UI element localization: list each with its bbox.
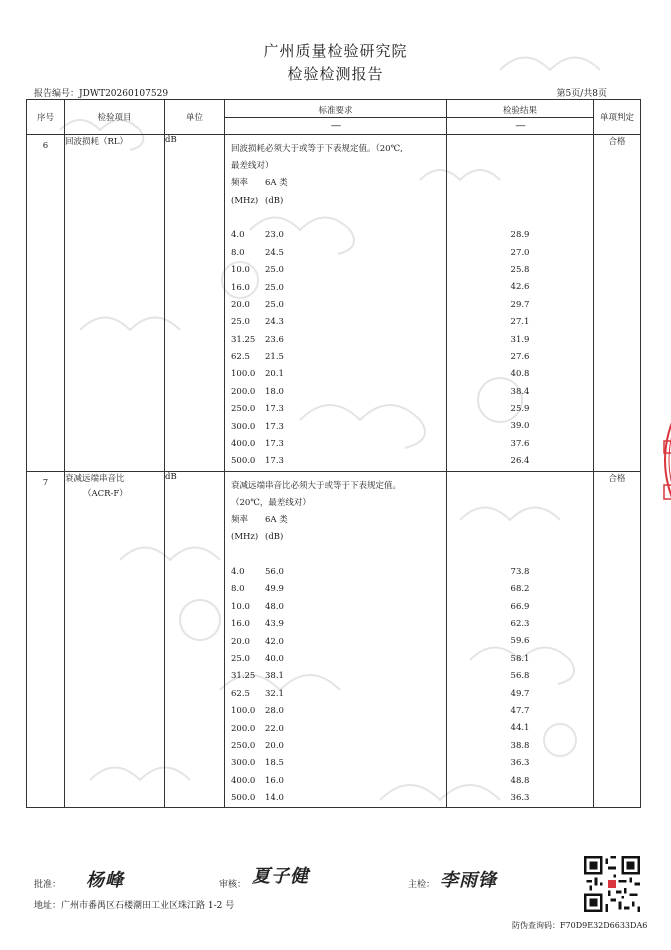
standard-data-row: [231, 790, 442, 807]
result-value: 29.7: [510, 299, 530, 310]
standard-value: 24.3: [265, 317, 284, 328]
result-value: 27.6: [510, 351, 530, 362]
standard-data-row: [231, 668, 442, 685]
standard-value: 16.0: [265, 775, 284, 786]
result-value: 25.8: [510, 264, 530, 275]
table-row: [27, 135, 641, 472]
standard-data-row: [231, 418, 442, 435]
result-value: 31.9: [510, 334, 530, 345]
standard-value: 23.6: [265, 334, 284, 345]
result-value: 27.0: [510, 247, 530, 258]
frequency-value: 500.0: [231, 456, 256, 467]
standard-value: 32.1: [265, 688, 284, 699]
report-number: 报告编号：JDWT20260107529: [34, 89, 169, 99]
frequency-value: 500.0: [231, 793, 256, 804]
standard-value: 22.0: [265, 723, 284, 734]
frequency-value: 300.0: [231, 758, 256, 769]
result-value: 73.8: [510, 566, 530, 577]
frequency-value: 100.0: [231, 706, 256, 717]
value-unit: (dB): [265, 195, 284, 206]
standard-data-row: [231, 227, 442, 244]
category-heading: 6A 类: [265, 514, 288, 525]
result-value: 39.0: [510, 421, 530, 432]
standard-data-row: [231, 349, 442, 366]
review-label: 审核：: [219, 880, 247, 890]
result-value: 36.3: [510, 758, 530, 769]
result-cell: [447, 135, 594, 472]
frequency-heading: 频率: [231, 178, 249, 189]
standard-cell: [225, 135, 447, 472]
standard-data-row: [231, 262, 442, 279]
standard-data-row: [231, 279, 442, 296]
frequency-value: 300.0: [231, 421, 256, 432]
result-value: 25.9: [510, 404, 530, 415]
standard-data-row: [231, 651, 442, 668]
frequency-value: 10.0: [231, 601, 250, 612]
result-value: 38.8: [510, 740, 530, 751]
standard-value: 49.9: [265, 584, 284, 595]
standard-data-row: [231, 245, 442, 262]
requirement-text-2: （20℃，最差线对）: [231, 497, 311, 508]
frequency-value: 4.0: [231, 567, 245, 578]
standard-data-row: [231, 366, 442, 383]
standard-value: 18.5: [265, 758, 284, 769]
col-header-result: [447, 100, 594, 135]
organization-title: 广州质量检验研究院: [263, 42, 408, 60]
frequency-value: 100.0: [231, 369, 256, 380]
standard-value: 24.5: [265, 247, 284, 258]
standard-value: 20.1: [265, 369, 284, 380]
qr-code-icon: [584, 856, 640, 912]
standard-data-row: [231, 332, 442, 349]
item-cell: [65, 471, 165, 808]
result-value: 38.4: [510, 386, 530, 397]
seq-cell: 6: [27, 135, 65, 472]
verdict-cell: 合格: [594, 471, 641, 808]
result-value: 47.7: [510, 705, 530, 716]
standard-value: 18.0: [265, 386, 284, 397]
frequency-unit: (MHz): [231, 195, 259, 206]
review-signature: 夏子健: [252, 866, 309, 887]
item-name: 衰减远端串音比: [65, 473, 125, 484]
item-abbr: （ACR-F）: [83, 488, 128, 499]
standard-data-row: [231, 738, 442, 755]
address-text: 地址：广州市番禺区石楼潮田工业区珠江路 1-2 号: [34, 901, 235, 911]
standard-data-row: [231, 703, 442, 720]
category-heading: 6A 类: [265, 178, 288, 189]
result-value: 59.6: [510, 636, 530, 647]
value-unit: (dB): [265, 532, 284, 543]
result-cell: [447, 471, 594, 808]
standard-data-row: [231, 720, 442, 737]
frequency-value: 400.0: [231, 439, 256, 450]
frequency-value: 8.0: [231, 584, 245, 595]
inspection-table: [26, 99, 641, 808]
standard-value: 40.0: [265, 653, 284, 664]
standard-header-label: 标准要求: [318, 106, 353, 116]
frequency-value: 31.25: [231, 334, 256, 345]
standard-value: 38.1: [265, 671, 284, 682]
standard-data-row: [231, 616, 442, 633]
standard-cell: [225, 471, 447, 808]
result-value: 44.1: [510, 723, 530, 734]
col-header-unit: 单位: [165, 100, 225, 135]
result-value: 62.3: [510, 619, 530, 630]
result-header-dash: -----: [515, 121, 525, 131]
frequency-value: 4.0: [231, 230, 245, 241]
verification-code: 防伪查询码：F70D9E32D6633DA6: [512, 921, 648, 930]
standard-data-row: [231, 686, 442, 703]
standard-value: 17.3: [265, 456, 284, 467]
frequency-value: 250.0: [231, 740, 256, 751]
requirement-text: 衰减远端串音比必须大于或等于下表规定值。: [231, 480, 402, 491]
result-value: 56.8: [510, 671, 530, 682]
document-title: 检验检测报告: [287, 65, 384, 83]
frequency-value: 400.0: [231, 775, 256, 786]
result-value: 26.4: [510, 456, 530, 467]
standard-data-row: [231, 564, 442, 581]
standard-data-row: [231, 384, 442, 401]
standard-data-row: [231, 633, 442, 650]
col-header-verdict: 单项判定: [594, 100, 641, 135]
frequency-value: 62.5: [231, 352, 250, 363]
result-value: 58.1: [510, 653, 530, 664]
col-header-seq: 序号: [27, 100, 65, 135]
frequency-unit: (MHz): [231, 532, 259, 543]
result-value: 42.6: [510, 282, 530, 293]
red-seal-stamp: [650, 405, 671, 515]
result-value: 28.9: [510, 230, 530, 241]
frequency-value: 10.0: [231, 265, 250, 276]
standard-data-row: [231, 314, 442, 331]
standard-value: 43.9: [265, 619, 284, 630]
standard-value: 21.5: [265, 352, 284, 363]
result-value: 49.7: [510, 688, 530, 699]
standard-value: 42.0: [265, 636, 284, 647]
result-value: 48.8: [510, 775, 530, 786]
page-number: 第5页/共8页: [556, 89, 607, 99]
col-header-item: 检验项目: [65, 100, 165, 135]
standard-value: 20.0: [265, 740, 284, 751]
unit-cell: dB: [165, 471, 225, 808]
chief-inspector-label: 主检：: [408, 880, 436, 890]
frequency-value: 200.0: [231, 386, 256, 397]
frequency-value: 250.0: [231, 404, 256, 415]
result-header-label: 检验结果: [502, 106, 537, 116]
standard-value: 23.0: [265, 230, 284, 241]
table-row: [27, 471, 641, 808]
standard-value: 48.0: [265, 601, 284, 612]
frequency-value: 20.0: [231, 299, 250, 310]
standard-data-row: [231, 755, 442, 772]
standard-value: 28.0: [265, 706, 284, 717]
verdict-cell: 合格: [594, 135, 641, 472]
unit-cell: dB: [165, 135, 225, 472]
seq-cell: 7: [27, 471, 65, 808]
standard-data-row: [231, 436, 442, 453]
approve-signature: 杨峰: [86, 870, 124, 891]
standard-value: 17.3: [265, 421, 284, 432]
table-header-row: [27, 100, 641, 135]
result-value: 37.6: [510, 438, 530, 449]
requirement-text-2: 最差线对）: [231, 161, 274, 171]
col-header-standard: [225, 100, 447, 135]
frequency-value: 25.0: [231, 317, 250, 328]
frequency-value: 8.0: [231, 247, 245, 258]
result-value: 27.1: [510, 317, 530, 328]
standard-value: 25.0: [265, 299, 284, 310]
result-value: 68.2: [510, 584, 530, 595]
standard-data-row: [231, 773, 442, 790]
requirement-text: 回波损耗必须大于或等于下表规定值。（20℃,: [231, 144, 403, 154]
standard-value: 25.0: [265, 265, 284, 276]
result-value: 36.3: [510, 792, 530, 803]
standard-data-row: [231, 599, 442, 616]
result-value: 40.8: [510, 369, 530, 380]
standard-data-row: [231, 401, 442, 418]
standard-data-row: [231, 297, 442, 314]
result-value: 66.9: [510, 601, 530, 612]
frequency-value: 20.0: [231, 636, 250, 647]
standard-header-dash: -----: [330, 121, 341, 131]
chief-inspector-signature: 李雨锋: [440, 870, 497, 891]
item-cell: [65, 135, 165, 472]
frequency-value: 62.5: [231, 688, 250, 699]
standard-value: 56.0: [265, 567, 284, 578]
frequency-value: 200.0: [231, 723, 256, 734]
standard-value: 14.0: [265, 793, 284, 804]
frequency-value: 31.25: [231, 671, 256, 682]
frequency-value: 16.0: [231, 619, 250, 630]
approve-label: 批准：: [34, 880, 62, 890]
frequency-value: 25.0: [231, 653, 250, 664]
standard-value: 17.3: [265, 404, 284, 415]
standard-data-row: [231, 581, 442, 598]
standard-data-row: [231, 453, 442, 470]
standard-value: 17.3: [265, 439, 284, 450]
standard-value: 25.0: [265, 282, 284, 293]
frequency-heading: 频率: [231, 514, 249, 525]
frequency-value: 16.0: [231, 282, 250, 293]
item-name: 回波损耗（RL）: [65, 137, 129, 147]
